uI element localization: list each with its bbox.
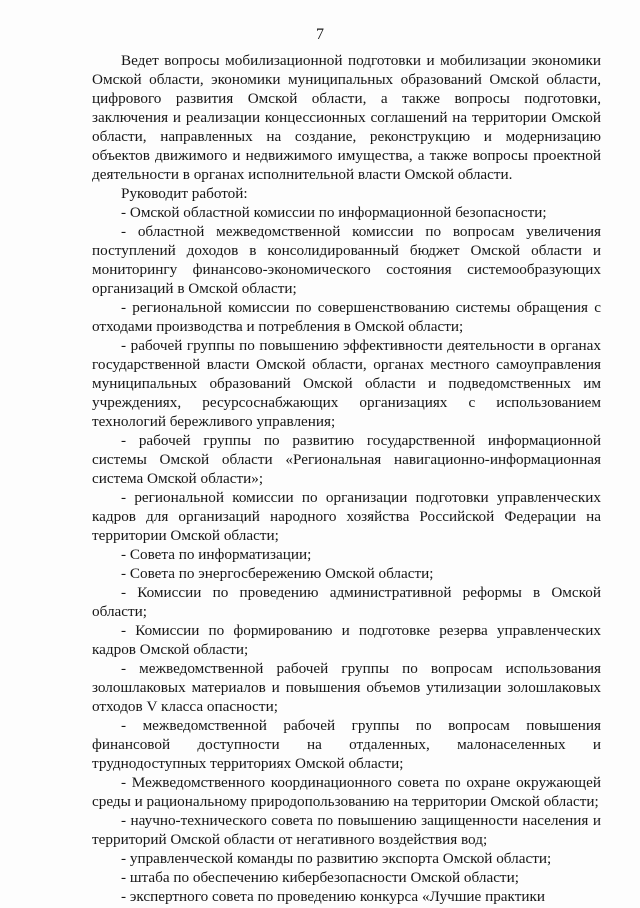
- paragraph-intro: Ведет вопросы мобилизационной подготовки и мобилизации экономики Омской области, экономики муниципальных образований Омской области, цифрового развития Омской области, а также вопросы подготовки, заключения и реализации концессионных соглашений на территории Омской области, направленных на создание, реконструкцию и модернизацию объектов движимого и недвижимого имущества, а также вопросы проектной деятельности в органах исполнительной власти Омской области.: [92, 52, 601, 183]
- page-number: 7: [316, 26, 324, 43]
- list-item: - управленческой команды по развитию экспорта Омской области;: [121, 850, 552, 867]
- list-item: - областной межведомственной комиссии по вопросам увеличения поступлений доходов в консолидированный бюджет Омской области и мониторингу финансово-экономического состояния системообразующих организаций в Омской области;: [92, 223, 601, 297]
- list-item: - Совета по энергосбережению Омской области;: [121, 565, 434, 582]
- list-item: - штаба по обеспечению кибербезопасности Омской области;: [121, 869, 519, 886]
- list-item: - межведомственной рабочей группы по вопросам использования золошлаковых материалов и повышения объемов утилизации золошлаковых отходов V класса опасности;: [92, 660, 601, 715]
- paragraph-lead: Руководит работой:: [121, 185, 248, 202]
- list-item: - Омской областной комиссии по информационной безопасности;: [121, 204, 547, 221]
- list-item: - рабочей группы по развитию государственной информационной системы Омской области «Региональная навигационно-информационная система Омской области»;: [92, 432, 601, 487]
- list-item: - Комиссии по формированию и подготовке резерва управленческих кадров Омской области;: [92, 622, 601, 658]
- list-item: - региональной комиссии по совершенствованию системы обращения с отходами производства и потребления в Омской области;: [92, 299, 601, 335]
- list-item: - Совета по информатизации;: [121, 546, 312, 563]
- list-item: - Комиссии по проведению административной реформы в Омской области;: [92, 584, 601, 620]
- list-item: - экспертного совета по проведению конкурса «Лучшие практики: [121, 888, 545, 905]
- list-item: - рабочей группы по повышению эффективности деятельности в органах государственной власти Омской области, органах местного самоуправления муниципальных образований Омской области и подведомственных им учреждениях, ресурсоснабжающих организациях с использованием технологий бережливого управления;: [92, 337, 601, 430]
- list-item: - межведомственной рабочей группы по вопросам повышения финансовой доступности на отдаленных, малонаселенных и труднодоступных территориях Омской области;: [92, 717, 601, 772]
- document-body: [92, 51, 601, 906]
- list-item: - региональной комиссии по организации подготовки управленческих кадров для организаций народного хозяйства Российской Федерации на территории Омской области;: [92, 489, 601, 544]
- list-item: - научно-технического совета по повышению защищенности населения и территорий Омской области от негативного воздействия вод;: [92, 812, 601, 848]
- list-item: - Межведомственного координационного совета по охране окружающей среды и рациональному природопользованию на территории Омской области;: [92, 774, 601, 810]
